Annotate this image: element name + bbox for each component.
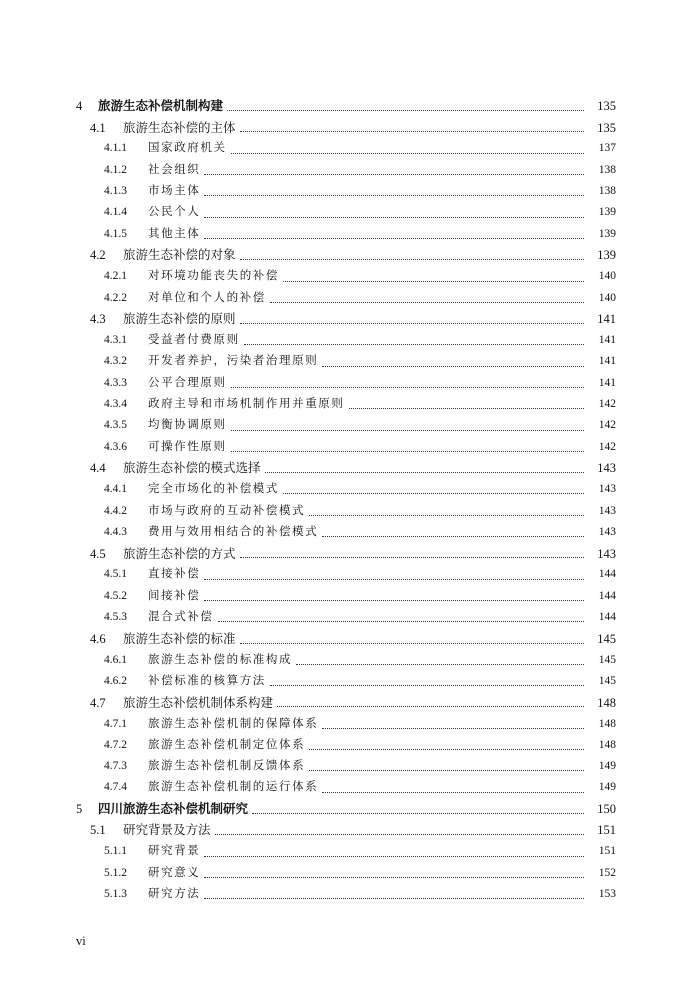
toc-entry-title: 受益者付费原则: [148, 334, 240, 347]
toc-dot-leader: [265, 460, 584, 473]
toc-entry-title: 旅游生态补偿机制定位体系: [148, 738, 306, 751]
toc-entry-number: 4.1.5: [104, 227, 127, 240]
toc-dot-leader: [244, 332, 584, 345]
toc-dot-leader: [204, 162, 584, 175]
toc-entry[interactable]: [0, 820, 698, 841]
toc-dot-leader: [231, 418, 584, 431]
toc-entry[interactable]: [0, 288, 698, 309]
toc-entry-number: 4.4.3: [104, 525, 127, 538]
toc-entry[interactable]: [0, 458, 698, 479]
toc-entry-number: 4.1: [90, 120, 106, 135]
toc-dot-leader: [218, 609, 585, 622]
toc-dot-leader: [204, 226, 584, 239]
toc-entry-page: 144: [598, 589, 616, 602]
toc-entry-title: 旅游生态补偿的方式: [123, 546, 236, 561]
toc-entry-page: 142: [598, 398, 616, 411]
table-of-contents: [0, 96, 698, 905]
toc-entry-title: 国家政府机关: [148, 142, 227, 155]
toc-entry-page: 148: [598, 717, 616, 730]
toc-entry-page: 143: [598, 483, 616, 496]
toc-entry-number: 4.3.3: [104, 376, 127, 389]
toc-entry-title: 政府主导和市场机制作用并重原则: [148, 398, 345, 411]
toc-entry-title: 旅游生态补偿机制的保障体系: [148, 717, 319, 730]
toc-entry-number: 4.6: [90, 631, 106, 646]
toc-entry[interactable]: [0, 607, 698, 628]
toc-dot-leader: [349, 396, 585, 409]
toc-entry-title: 直接补偿: [148, 568, 201, 581]
toc-entry[interactable]: [0, 330, 698, 351]
toc-entry-title: 混合式补偿: [148, 611, 214, 624]
toc-entry-title: 可操作性原则: [148, 440, 227, 453]
toc-entry[interactable]: [0, 352, 698, 373]
toc-entry[interactable]: [0, 181, 698, 202]
toc-dot-leader: [270, 290, 584, 303]
toc-entry-number: 4.7: [90, 695, 106, 710]
toc-entry[interactable]: [0, 96, 698, 117]
toc-entry-title: 均衡协调原则: [148, 419, 227, 432]
toc-entry-number: 4.7.2: [104, 738, 127, 751]
toc-entry-title: 社会组织: [148, 163, 201, 176]
toc-entry[interactable]: [0, 692, 698, 713]
toc-entry-number: 5: [76, 802, 83, 817]
toc-entry[interactable]: [0, 586, 698, 607]
toc-entry[interactable]: [0, 714, 698, 735]
toc-entry[interactable]: [0, 841, 698, 862]
toc-entry[interactable]: [0, 863, 698, 884]
toc-entry-page: 139: [598, 227, 616, 240]
toc-entry-page: 143: [598, 525, 616, 538]
toc-entry[interactable]: [0, 543, 698, 564]
toc-entry-number: 4.6.1: [104, 653, 127, 666]
toc-dot-leader: [240, 545, 584, 558]
toc-entry-number: 4.7.1: [104, 717, 127, 730]
toc-entry[interactable]: [0, 884, 698, 905]
toc-dot-leader: [322, 780, 584, 793]
toc-entry-page: 152: [598, 866, 616, 879]
toc-entry-number: 4.2: [90, 248, 106, 263]
toc-dot-leader: [215, 822, 584, 835]
toc-entry-page: 135: [597, 99, 616, 114]
toc-entry-page: 145: [598, 653, 616, 666]
toc-entry-title: 市场主体: [148, 185, 201, 198]
toc-entry-page: 139: [597, 248, 616, 263]
toc-entry[interactable]: [0, 266, 698, 287]
toc-entry-number: 4.6.2: [104, 674, 127, 687]
toc-dot-leader: [231, 375, 584, 388]
toc-entry-number: 4.1.4: [104, 206, 127, 219]
toc-entry-title: 补偿标准的核算方法: [148, 674, 266, 687]
toc-entry-number: 4.7.3: [104, 760, 127, 773]
toc-dot-leader: [240, 119, 584, 132]
toc-dot-leader: [296, 652, 584, 665]
toc-entry-title: 旅游生态补偿的原则: [123, 312, 236, 327]
toc-dot-leader: [309, 503, 584, 516]
toc-entry-title: 旅游生态补偿机制构建: [98, 99, 224, 114]
toc-entry-page: 141: [597, 312, 616, 327]
toc-entry-title: 对环境功能丧失的补偿: [148, 270, 279, 283]
toc-dot-leader: [309, 758, 584, 771]
toc-entry-number: 5.1.3: [104, 887, 127, 900]
toc-dot-leader: [204, 205, 584, 218]
toc-entry-number: 4.1.2: [104, 163, 127, 176]
toc-entry-page: 141: [598, 334, 616, 347]
toc-entry-title: 研究背景: [148, 845, 201, 858]
toc-entry[interactable]: [0, 671, 698, 692]
toc-entry-page: 139: [598, 206, 616, 219]
toc-entry[interactable]: [0, 778, 698, 799]
toc-entry-page: 149: [598, 760, 616, 773]
toc-entry-page: 151: [597, 823, 616, 838]
toc-entry[interactable]: [0, 117, 698, 138]
toc-entry[interactable]: [0, 799, 698, 820]
toc-entry[interactable]: [0, 756, 698, 777]
toc-entry-number: 4: [76, 99, 83, 114]
toc-entry-number: 4.5.1: [104, 568, 127, 581]
toc-entry-number: 4.5.2: [104, 589, 127, 602]
toc-dot-leader: [283, 481, 584, 494]
toc-entry-title: 完全市场化的补偿模式: [148, 483, 279, 496]
toc-entry-page: 141: [598, 355, 616, 368]
toc-dot-leader: [204, 183, 584, 196]
toc-entry-number: 4.7.4: [104, 781, 127, 794]
page-number: vi: [76, 934, 86, 948]
toc-entry-page: 138: [598, 185, 616, 198]
toc-entry-title: 旅游生态补偿的模式选择: [123, 461, 261, 476]
toc-dot-leader: [204, 588, 584, 601]
toc-dot-leader: [231, 141, 584, 154]
toc-entry-number: 4.3.5: [104, 419, 127, 432]
toc-entry-page: 144: [598, 611, 616, 624]
toc-entry-title: 研究背景及方法: [123, 823, 211, 838]
toc-entry[interactable]: [0, 522, 698, 543]
toc-entry[interactable]: [0, 160, 698, 181]
toc-entry-page: 135: [597, 120, 616, 135]
toc-entry[interactable]: [0, 224, 698, 245]
toc-entry[interactable]: [0, 479, 698, 500]
toc-dot-leader: [309, 737, 584, 750]
toc-entry-title: 旅游生态补偿的标准构成: [148, 653, 293, 666]
toc-entry[interactable]: [0, 309, 698, 330]
toc-entry[interactable]: [0, 373, 698, 394]
toc-dot-leader: [240, 311, 584, 324]
toc-dot-leader: [322, 524, 584, 537]
toc-dot-leader: [283, 269, 584, 282]
toc-entry-page: 145: [597, 631, 616, 646]
toc-entry-number: 4.1.3: [104, 185, 127, 198]
toc-dot-leader: [204, 865, 584, 878]
toc-entry[interactable]: [0, 650, 698, 671]
toc-entry-page: 151: [598, 845, 616, 858]
toc-entry-title: 四川旅游生态补偿机制研究: [98, 802, 249, 817]
toc-entry-number: 4.2.2: [104, 291, 127, 304]
toc-dot-leader: [252, 801, 584, 814]
toc-entry-page: 150: [597, 802, 616, 817]
toc-dot-leader: [240, 631, 584, 644]
toc-entry-title: 市场与政府的互动补偿模式: [148, 504, 306, 517]
toc-entry-title: 旅游生态补偿的主体: [123, 120, 236, 135]
toc-entry-title: 旅游生态补偿的对象: [123, 248, 236, 263]
toc-entry-number: 4.3.1: [104, 334, 127, 347]
toc-entry-title: 开发者养护，污染者治理原则: [148, 355, 319, 368]
toc-entry[interactable]: [0, 437, 698, 458]
toc-dot-leader: [204, 844, 584, 857]
toc-entry-number: 5.1.2: [104, 866, 127, 879]
toc-entry-number: 5.1.1: [104, 845, 127, 858]
toc-entry-page: 143: [597, 461, 616, 476]
toc-entry-title: 研究方法: [148, 887, 201, 900]
toc-entry-title: 旅游生态补偿机制体系构建: [123, 695, 274, 710]
toc-entry-number: 4.1.1: [104, 142, 127, 155]
toc-entry-title: 旅游生态补偿机制反馈体系: [148, 760, 306, 773]
toc-dot-leader: [240, 247, 584, 260]
toc-entry-page: 137: [598, 142, 616, 155]
toc-entry-number: 4.4.2: [104, 504, 127, 517]
toc-entry-title: 间接补偿: [148, 589, 201, 602]
toc-entry-page: 143: [598, 504, 616, 517]
toc-dot-leader: [204, 567, 584, 580]
toc-entry[interactable]: [0, 735, 698, 756]
toc-entry[interactable]: [0, 565, 698, 586]
toc-dot-leader: [270, 673, 584, 686]
toc-entry-title: 费用与效用相结合的补偿模式: [148, 525, 319, 538]
toc-dot-leader: [322, 716, 584, 729]
toc-entry-title: 公民个人: [148, 206, 201, 219]
toc-entry-number: 4.3.4: [104, 398, 127, 411]
toc-entry-page: 153: [598, 887, 616, 900]
toc-entry-title: 对单位和个人的补偿: [148, 291, 266, 304]
toc-entry-page: 142: [598, 419, 616, 432]
toc-entry[interactable]: [0, 628, 698, 649]
toc-dot-leader: [322, 354, 584, 367]
toc-entry-page: 144: [598, 568, 616, 581]
toc-entry-page: 148: [598, 738, 616, 751]
toc-entry-page: 142: [598, 440, 616, 453]
toc-entry-number: 4.4.1: [104, 483, 127, 496]
toc-dot-leader: [204, 886, 584, 899]
toc-entry-number: 4.3: [90, 312, 106, 327]
toc-entry-page: 148: [597, 695, 616, 710]
toc-entry[interactable]: [0, 394, 698, 415]
toc-entry-title: 其他主体: [148, 227, 201, 240]
toc-entry[interactable]: [0, 415, 698, 436]
toc-entry[interactable]: [0, 245, 698, 266]
toc-dot-leader: [231, 439, 584, 452]
toc-entry-page: 140: [598, 270, 616, 283]
toc-entry[interactable]: [0, 139, 698, 160]
toc-entry-number: 4.3.2: [104, 355, 127, 368]
toc-entry-page: 140: [598, 291, 616, 304]
toc-entry-page: 143: [597, 546, 616, 561]
toc-entry-title: 旅游生态补偿的标准: [123, 631, 236, 646]
toc-entry-page: 141: [598, 376, 616, 389]
toc-entry-page: 138: [598, 163, 616, 176]
toc-entry[interactable]: [0, 202, 698, 223]
toc-entry-page: 149: [598, 781, 616, 794]
toc-entry-number: 4.5.3: [104, 611, 127, 624]
toc-entry-title: 研究意义: [148, 866, 201, 879]
toc-entry-title: 旅游生态补偿机制的运行体系: [148, 781, 319, 794]
toc-entry-number: 4.5: [90, 546, 106, 561]
toc-entry-page: 145: [598, 674, 616, 687]
toc-entry-title: 公平合理原则: [148, 376, 227, 389]
toc-dot-leader: [227, 98, 584, 111]
toc-entry-number: 4.3.6: [104, 440, 127, 453]
toc-entry-number: 4.2.1: [104, 270, 127, 283]
toc-entry[interactable]: [0, 501, 698, 522]
toc-entry-number: 4.4: [90, 461, 106, 476]
toc-entry-number: 5.1: [90, 823, 106, 838]
toc-dot-leader: [277, 694, 584, 707]
